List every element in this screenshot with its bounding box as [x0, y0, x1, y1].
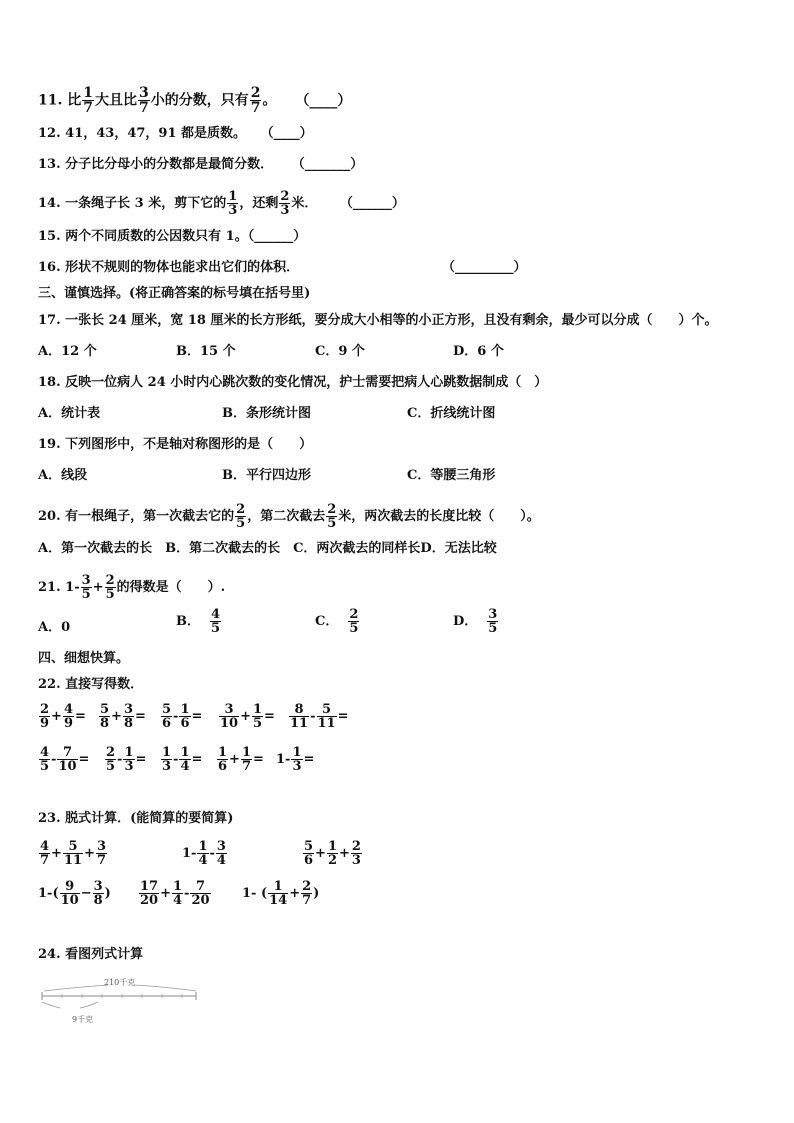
denominator: 3	[351, 853, 361, 868]
option-a[interactable]: A．线段	[38, 468, 88, 483]
q-text: 比	[67, 92, 82, 109]
numerator: 1	[162, 745, 172, 760]
q-number: 24.	[38, 947, 61, 962]
equals-sign: =	[337, 709, 349, 724]
fraction	[161, 703, 172, 730]
equals-sign: =	[191, 709, 203, 724]
q-text: ，第二次截去	[247, 509, 326, 524]
q-text: 。	[262, 92, 277, 109]
fraction	[172, 880, 183, 907]
denominator: 5	[106, 759, 116, 774]
numerator: 5	[100, 702, 110, 717]
q-number: 16.	[38, 260, 61, 275]
fraction	[303, 840, 314, 867]
operator: +	[84, 846, 95, 861]
denominator: 11	[290, 716, 309, 731]
operator: +	[289, 886, 301, 901]
fraction: $\frac{3}{5}$	[81, 573, 91, 602]
answer-blank[interactable]: （____）	[260, 126, 313, 141]
fraction	[252, 703, 263, 730]
question-24	[38, 945, 143, 965]
denominator: 6	[162, 716, 172, 731]
fraction: $\frac{2}{5}$	[236, 502, 246, 531]
numerator: 1	[124, 745, 134, 760]
operator: -	[310, 709, 316, 724]
prefix: 1-	[182, 846, 197, 861]
fraction: $\frac{2}{3}$	[280, 189, 290, 218]
numerator: 5	[304, 839, 314, 854]
question-12	[38, 124, 313, 144]
denominator: 2	[327, 853, 337, 868]
suffix: )	[104, 886, 111, 901]
numerator: 9	[60, 880, 80, 894]
calc-item	[218, 703, 275, 730]
q-text: 直接写得数．	[65, 677, 144, 692]
q-text: 大且比	[94, 92, 137, 109]
fraction	[93, 880, 104, 907]
question-15	[38, 227, 306, 247]
expression-1	[38, 840, 108, 867]
denominator: 6	[304, 853, 314, 868]
answer-blank[interactable]: （_________）	[442, 260, 527, 275]
q-number: 12.	[38, 126, 61, 141]
q-text: 脱式计算．(能简算的要简算)	[65, 811, 234, 826]
q-number: 13.	[38, 157, 61, 172]
calc-item	[98, 703, 146, 730]
denominator: 4	[173, 893, 183, 908]
equals-sign: =	[75, 709, 86, 724]
operator: +	[51, 846, 62, 861]
fraction	[216, 840, 227, 867]
numerator: 1	[198, 839, 208, 854]
q-number: 18.	[38, 375, 61, 390]
fraction	[241, 746, 252, 773]
numerator: 1	[173, 879, 183, 894]
question-16	[38, 258, 299, 278]
denominator: 3	[162, 759, 172, 774]
option-d[interactable]: D．6 个	[453, 344, 504, 359]
q-number: 22.	[38, 677, 61, 692]
fraction	[63, 703, 74, 730]
operator: +	[92, 580, 104, 595]
numerator: 4	[40, 839, 50, 854]
expression-4	[38, 880, 111, 907]
question-23	[38, 809, 233, 829]
equals-sign: =	[135, 752, 147, 767]
numerator: 1	[292, 745, 302, 760]
q-text: 米，两次截去的长度比较（ ）。	[338, 509, 540, 524]
fraction	[301, 880, 312, 907]
calc-item	[38, 746, 89, 773]
part-label: 9千克	[72, 1015, 94, 1024]
q-number: 14.	[38, 196, 61, 211]
fraction	[96, 840, 107, 867]
operator: +	[229, 752, 240, 767]
fraction	[123, 746, 134, 773]
fraction: $\frac{2}{5}$	[105, 573, 115, 602]
numerator: 7	[57, 746, 77, 760]
option-a[interactable]: A．统计表	[38, 406, 101, 421]
denominator: 7	[302, 893, 312, 908]
fraction: $\frac{3}{7}$	[138, 85, 149, 116]
numerator: 3	[123, 702, 133, 717]
q-text: 一条绳子长 3 米，剪下它的	[65, 196, 227, 211]
question-14	[38, 190, 405, 217]
operator: -	[173, 752, 179, 767]
denominator: 5	[40, 759, 50, 774]
question-21	[38, 574, 225, 601]
operator: +	[339, 846, 350, 861]
calc-item	[216, 746, 264, 773]
fraction: $\frac{2}{7}$	[250, 85, 261, 116]
fraction	[99, 703, 110, 730]
question-13	[38, 155, 363, 175]
option-b[interactable]: B．15 个	[176, 344, 236, 359]
option-b[interactable]: B．条形统计图	[222, 406, 311, 421]
numerator: 1	[180, 702, 190, 717]
fraction	[190, 880, 210, 907]
section-heading: 三、谨慎选择。(将正确答案的标号填在括号里)	[38, 286, 311, 301]
option-a[interactable]: A．0	[38, 620, 71, 635]
numerator: 1	[241, 745, 251, 760]
q-text: 两个不同质数的公因数只有 1。	[65, 229, 248, 244]
denominator: 3	[124, 759, 134, 774]
numerator: 1	[268, 880, 288, 894]
operator: +	[315, 846, 326, 861]
denominator: 10	[60, 893, 79, 908]
fraction	[57, 746, 77, 773]
calc-item	[38, 703, 86, 730]
operator: -	[209, 846, 215, 861]
q-text: 反映一位病人 24 小时内心跳次数的变化情况，护士需要把病人心跳数据制成（ ）	[65, 375, 548, 390]
denominator: 11	[63, 853, 83, 868]
numerator: 3	[93, 879, 103, 894]
numerator: 3	[96, 839, 106, 854]
fraction	[327, 840, 338, 867]
option-d[interactable]: D． $\frac{3}{5}$	[453, 607, 498, 636]
fraction: $\frac{1}{7}$	[83, 85, 93, 116]
fraction	[219, 703, 239, 730]
fraction	[197, 840, 208, 867]
calc-item	[160, 703, 202, 730]
numerator: 3	[219, 703, 239, 717]
numerator: 2	[302, 879, 312, 894]
denominator: 5	[253, 716, 263, 731]
operator: -	[184, 886, 190, 901]
option-b[interactable]: B．平行四边形	[222, 468, 311, 483]
numerator: 1	[218, 745, 228, 760]
numerator: 17	[140, 879, 159, 894]
question-17	[38, 311, 717, 331]
numerator: 2	[106, 745, 116, 760]
option-c[interactable]: C．折线统计图	[407, 406, 496, 421]
answer-blank[interactable]: （_______）	[291, 157, 364, 172]
numerator: 2	[40, 702, 50, 717]
fraction	[268, 880, 288, 907]
question-19	[38, 435, 312, 455]
numerator: 2	[351, 839, 361, 854]
fraction	[179, 746, 190, 773]
denominator: 4	[198, 853, 208, 868]
equals-sign: =	[253, 752, 264, 767]
numerator: 1	[180, 745, 190, 760]
expression-5	[138, 880, 212, 907]
answer-blank[interactable]: （______）	[247, 229, 307, 244]
operator: -	[173, 709, 179, 724]
numerator: 1	[253, 702, 263, 717]
option-c[interactable]: C． $\frac{2}{5}$	[315, 607, 359, 636]
prefix: 1-(	[38, 886, 59, 901]
denominator: 20	[191, 893, 210, 908]
equals-sign: =	[135, 709, 146, 724]
q-number: 17.	[38, 313, 61, 328]
denominator: 14	[269, 893, 288, 908]
q-text: 有一根绳子，第一次截去它的	[65, 509, 235, 524]
operator: +	[160, 886, 171, 901]
fraction	[63, 840, 83, 867]
q-text: 一张长 24 厘米，宽 18 厘米的长方形纸，要分成大小相等的小正方形，且没有剩余，最少可以分成（ ）个。	[65, 313, 718, 328]
denominator: 7	[241, 759, 251, 774]
expression-3	[302, 840, 363, 867]
calc-item	[288, 703, 349, 730]
line-diagram	[38, 974, 203, 1030]
denominator: 4	[180, 759, 190, 774]
denominator: 20	[140, 893, 159, 908]
operator: -	[51, 752, 57, 767]
option-c[interactable]: C．等腰三角形	[407, 468, 496, 483]
fraction	[317, 703, 337, 730]
prefix: 1- (	[242, 886, 268, 901]
denominator: 6	[218, 759, 228, 774]
operator: −	[80, 886, 92, 901]
numerator: 5	[162, 702, 172, 717]
q-text: 形状不规则的物体也能求出它们的体积．	[65, 260, 300, 275]
operator: +	[111, 709, 122, 724]
q-text: 看图列式计算	[65, 947, 144, 962]
q-text: 小的分数，只有	[150, 92, 249, 109]
q-text: 分子比分母小的分数都是最简分数．	[65, 157, 274, 172]
total-label: 210千克	[104, 978, 136, 987]
fraction	[139, 880, 159, 907]
fraction: $\frac{1}{3}$	[228, 189, 238, 218]
equals-sign: =	[78, 752, 90, 767]
denominator: 6	[180, 716, 190, 731]
operator: +	[51, 709, 62, 724]
numerator: 8	[289, 703, 309, 717]
denominator: 7	[96, 853, 106, 868]
fraction	[123, 703, 134, 730]
denominator: 10	[58, 759, 77, 774]
q-text: 1-	[65, 580, 80, 595]
q-number: 19.	[38, 437, 61, 452]
numerator: 1	[327, 839, 337, 854]
fraction	[39, 703, 50, 730]
expression-6	[242, 880, 319, 907]
denominator: 7	[40, 853, 50, 868]
denominator: 9	[63, 716, 73, 731]
denominator: 9	[40, 716, 50, 731]
q-number: 23.	[38, 811, 61, 826]
question-18	[38, 373, 547, 393]
section-heading: 四、细想快算。	[38, 651, 130, 666]
equals-sign: =	[264, 709, 275, 724]
equals-sign: =	[303, 752, 315, 767]
q-text: ，还剩	[239, 196, 279, 211]
q-text: 米．	[291, 196, 318, 211]
question-22	[38, 675, 143, 695]
q-text: 的得数是（ ）.	[116, 580, 226, 595]
calc-item	[160, 746, 202, 773]
fraction	[105, 746, 116, 773]
denominator: 10	[220, 716, 239, 731]
fraction	[217, 746, 228, 773]
q-number: 15.	[38, 229, 61, 244]
q-text: 下列图形中，不是轴对称图形的是（ ）	[65, 437, 313, 452]
option-b[interactable]: B． $\frac{4}{5}$	[176, 607, 221, 636]
numerator: 3	[216, 839, 226, 854]
calc-item	[276, 746, 314, 773]
operator: +	[240, 709, 251, 724]
suffix: )	[313, 886, 320, 901]
denominator: 11	[317, 716, 336, 731]
fraction	[39, 746, 50, 773]
answer-blank[interactable]: （____）	[295, 92, 352, 109]
option-c[interactable]: C．9 个	[315, 344, 365, 359]
denominator: 4	[216, 853, 226, 868]
answer-blank[interactable]: （______）	[339, 196, 405, 211]
question-20	[38, 503, 540, 530]
prefix: 1-	[276, 752, 291, 767]
fraction	[161, 746, 172, 773]
denominator: 3	[292, 759, 302, 774]
q-number: 11.	[38, 92, 63, 109]
option-list[interactable]: A．第一次截去的长 B．第二次截去的长 C．两次截去的同样长D．无法比较	[38, 541, 497, 556]
denominator: 8	[100, 716, 110, 731]
operator: -	[117, 752, 123, 767]
denominator: 8	[93, 893, 103, 908]
expression-2	[182, 840, 228, 867]
numerator: 5	[63, 840, 83, 854]
fraction	[60, 880, 80, 907]
question-11	[38, 86, 351, 115]
q-text: 41，43，47，91 都是质数。	[65, 126, 247, 141]
fraction	[179, 703, 190, 730]
fraction: $\frac{2}{5}$	[327, 502, 337, 531]
numerator: 5	[317, 703, 337, 717]
fraction	[291, 746, 302, 773]
calc-item	[104, 746, 146, 773]
equals-sign: =	[191, 752, 203, 767]
numerator: 7	[190, 880, 210, 894]
q-number: 21.	[38, 580, 61, 595]
numerator: 4	[40, 745, 50, 760]
fraction	[351, 840, 362, 867]
denominator: 8	[123, 716, 133, 731]
q-number: 20.	[38, 509, 61, 524]
fraction	[39, 840, 50, 867]
numerator: 4	[63, 702, 73, 717]
option-a[interactable]: A．12 个	[38, 344, 97, 359]
fraction	[289, 703, 309, 730]
